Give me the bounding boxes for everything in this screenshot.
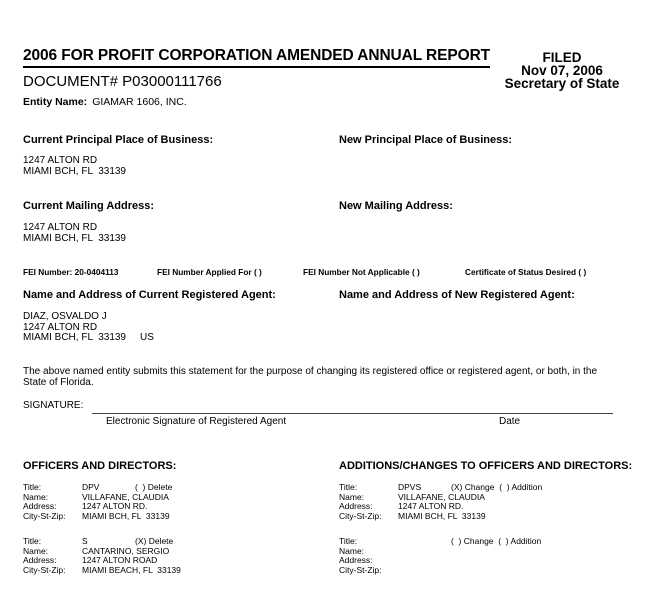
current-mailing-address <box>23 223 126 244</box>
title-label: Title: <box>23 482 42 492</box>
agent-city: MIAMI BCH, FL 33139 <box>23 332 126 343</box>
officer-action: (X) Delete <box>135 536 174 546</box>
agent-country: US <box>140 332 154 343</box>
address-line: 1247 ALTON RD <box>23 222 98 233</box>
change-address: 1247 ALTON RD. <box>398 501 464 512</box>
officer-name: VILLAFANE, CLAUDIA <box>82 491 169 502</box>
agent-name: DIAZ, OSVALDO J <box>23 311 107 322</box>
officer-city: MIAMI BCH, FL 33139 <box>82 510 170 521</box>
address-line: MIAMI BCH, FL 33139 <box>23 232 126 244</box>
new-principal-heading: New Principal Place of Business: <box>339 134 513 146</box>
change-title <box>398 537 451 547</box>
address-label: Address: <box>339 501 373 512</box>
filed-label: FILED <box>542 50 582 65</box>
new-agent-heading: Name and Address of New Registered Agent: <box>339 289 575 301</box>
city-label: City-St-Zip: <box>339 510 382 521</box>
filed-date: Nov 07, 2006 <box>521 63 603 78</box>
agent-city-line <box>23 333 154 344</box>
officer-city: MIAMI BEACH, FL 33139 <box>82 564 181 575</box>
agent-address-line: 1247 ALTON RD <box>23 321 98 333</box>
address-line: MIAMI BCH, FL 33139 <box>23 165 126 177</box>
address-label: Address: <box>339 555 373 566</box>
filed-authority: Secretary of State <box>504 76 620 91</box>
change-title: DPVS <box>398 482 422 492</box>
fei-number: FEI Number: 20-0404113 <box>23 267 119 277</box>
officer-title: S <box>82 536 88 546</box>
officer-name: CANTARINO, SERGIO <box>82 545 170 556</box>
change-action: ( ) Change ( ) Addition <box>451 536 542 546</box>
officers-heading: OFFICERS AND DIRECTORS: <box>23 460 177 472</box>
document-number: DOCUMENT# P03000111766 <box>23 73 222 90</box>
address-line: 1247 ALTON RD <box>23 155 98 166</box>
name-label: Name: <box>23 491 49 502</box>
change-action: (X) Change ( ) Addition <box>451 482 543 492</box>
officer-address: 1247 ALTON ROAD <box>82 555 158 566</box>
change-name: VILLAFANE, CLAUDIA <box>398 491 485 502</box>
change-city: MIAMI BCH, FL 33139 <box>398 510 486 521</box>
entity-name-value: GIAMAR 1606, INC. <box>92 96 187 108</box>
changes-heading: ADDITIONS/CHANGES TO OFFICERS AND DIRECTORS: <box>339 460 633 472</box>
officer-title: DPV <box>82 482 100 492</box>
fei-applied-for: FEI Number Applied For ( ) <box>157 267 262 277</box>
city-label: City-St-Zip: <box>339 564 382 575</box>
fei-not-applicable: FEI Number Not Applicable ( ) <box>303 267 420 277</box>
name-label: Name: <box>339 545 365 556</box>
current-mailing-heading: Current Mailing Address: <box>23 200 154 212</box>
address-label: Address: <box>23 501 57 512</box>
title-label: Title: <box>339 482 358 492</box>
current-principal-address <box>23 156 126 177</box>
title-label: Title: <box>23 536 42 546</box>
change-entry <box>339 483 542 521</box>
filed-stamp <box>470 51 654 90</box>
statement-text: The above named entity submits this statement for the purpose of changing its registered office or registered agent, or both, in the State of Florida. <box>23 366 598 388</box>
signature-line <box>92 413 613 414</box>
current-agent-block <box>23 312 154 344</box>
entity-name-label: Entity Name: <box>23 96 88 108</box>
city-label: City-St-Zip: <box>23 510 66 521</box>
signature-caption: Electronic Signature of Registered Agent <box>106 416 287 427</box>
address-label: Address: <box>23 555 57 566</box>
current-agent-heading: Name and Address of Current Registered Agent: <box>23 289 276 301</box>
new-mailing-heading: New Mailing Address: <box>339 200 453 212</box>
certificate-of-status: Certificate of Status Desired ( ) <box>465 267 587 277</box>
report-title: 2006 FOR PROFIT CORPORATION AMENDED ANNUAL REPORT <box>23 47 490 68</box>
current-principal-heading: Current Principal Place of Business: <box>23 134 214 146</box>
officer-action: ( ) Delete <box>135 482 173 492</box>
name-label: Name: <box>339 491 365 502</box>
date-caption: Date <box>499 416 521 427</box>
officer-entry <box>23 483 172 521</box>
title-label: Title: <box>339 536 358 546</box>
officer-address: 1247 ALTON RD. <box>82 501 148 512</box>
signature-label: SIGNATURE: <box>23 400 84 411</box>
entity-name-row <box>23 96 187 108</box>
name-label: Name: <box>23 545 49 556</box>
officer-entry <box>23 537 181 575</box>
city-label: City-St-Zip: <box>23 564 66 575</box>
change-entry <box>339 537 541 575</box>
